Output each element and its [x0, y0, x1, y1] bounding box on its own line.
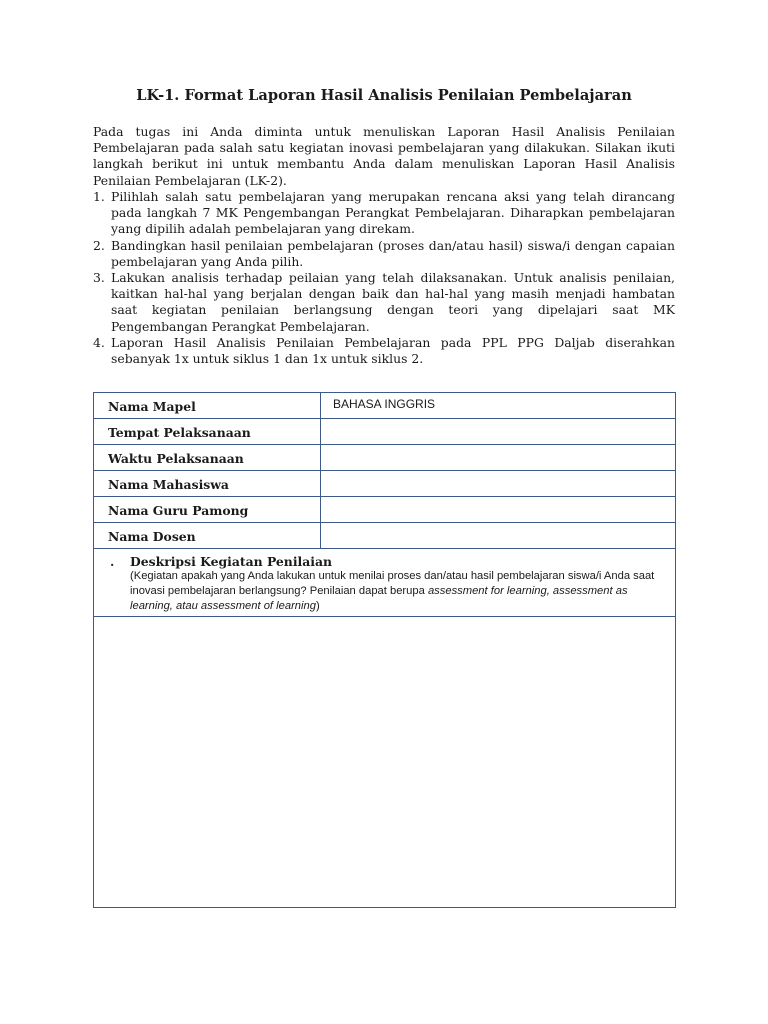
step-item — [93, 270, 675, 335]
bullet-marker: . — [110, 554, 115, 569]
label-nama-mahasiswa: Nama Mahasiswa — [94, 471, 321, 497]
step-item — [93, 189, 675, 238]
label-nama-guru-pamong: Nama Guru Pamong — [94, 497, 321, 523]
description-italic-text: assessment for learning, assessment as learning, atau assessment of learning — [130, 585, 628, 612]
step-text: Pilihlah salah satu pembelajaran yang merupakan rencana aksi yang telah dirancang pada langkah 7 MK Pengembangan Perangkat Pembelajaran. Diharapkan pembelajaran yang dipilih adalah pembelajaran yang direkam. — [111, 189, 675, 237]
label-nama-dosen: Nama Dosen — [94, 523, 321, 549]
step-text: Bandingkan hasil penilaian pembelajaran (proses dan/atau hasil) siswa/i dengan capaian pembelajaran yang Anda pilih. — [111, 237, 675, 269]
form-row-guru-pamong — [94, 497, 676, 523]
description-heading-line — [110, 554, 665, 569]
field-nama-mahasiswa[interactable] — [321, 471, 676, 497]
label-waktu-pelaksanaan: Waktu Pelaksanaan — [94, 445, 321, 471]
step-text: Lakukan analisis terhadap peilaian yang telah dilaksanakan. Untuk analisis penilaian, kaitkan hal-hal yang berjalan dengan baik dan hal-hal yang masih menjadi hambatan saat kegiatan penilaian berlangsung dengan teori yang dipelajari saat MK Pengembangan Perangkat Pembelajaran. — [111, 270, 675, 334]
intro-paragraph: Pada tugas ini Anda diminta untuk menuliskan Laporan Hasil Analisis Penilaian Pembelajaran pada salah satu kegiatan inovasi pembelajaran yang dilakukan. Silakan ikuti langkah berikut ini untuk membantu Anda dalam menuliskan Laporan Hasil Analisis Penilaian Pembelajaran (LK-2). — [93, 124, 675, 188]
instruction-steps — [93, 189, 675, 367]
form-row-description — [94, 549, 676, 617]
step-number: 2. — [93, 237, 105, 253]
label-tempat-pelaksanaan: Tempat Pelaksanaan — [94, 419, 321, 445]
form-row-mapel — [94, 393, 676, 419]
form-row-tempat — [94, 419, 676, 445]
field-waktu-pelaksanaan[interactable] — [321, 445, 676, 471]
description-heading: Deskripsi Kegiatan Penilaian — [130, 554, 333, 569]
step-number: 3. — [93, 270, 105, 286]
description-text: (Kegiatan apakah yang Anda lakukan untuk menilai proses dan/atau hasil pembelajaran siswa/i Anda saat inovasi pembelajaran berlangsung? Penilaian dapat berupa — [130, 570, 655, 597]
description-cell — [94, 549, 676, 617]
description-answer-area[interactable] — [94, 617, 676, 908]
form-row-dosen — [94, 523, 676, 549]
step-item — [93, 335, 675, 367]
label-nama-mapel: Nama Mapel — [94, 393, 321, 419]
form-row-mahasiswa — [94, 471, 676, 497]
field-nama-guru-pamong[interactable] — [321, 497, 676, 523]
step-text: Laporan Hasil Analisis Penilaian Pembelajaran pada PPL PPG Daljab diserahkan sebanyak 1x untuk siklus 1 dan 1x untuk siklus 2. — [111, 334, 675, 367]
step-number: 1. — [93, 189, 105, 204]
description-text-end: ) — [315, 600, 320, 612]
field-nama-mapel[interactable]: BAHASA INGGRIS — [321, 393, 676, 419]
step-number: 4. — [93, 334, 105, 350]
field-tempat-pelaksanaan[interactable] — [321, 419, 676, 445]
field-nama-dosen[interactable] — [321, 523, 676, 549]
form-row-answer — [94, 617, 676, 908]
document-title: LK-1. Format Laporan Hasil Analisis Penilaian Pembelajaran — [136, 87, 632, 104]
step-item — [93, 238, 675, 270]
description-instructions — [130, 569, 665, 614]
form-row-waktu — [94, 445, 676, 471]
report-form-table — [93, 392, 676, 908]
